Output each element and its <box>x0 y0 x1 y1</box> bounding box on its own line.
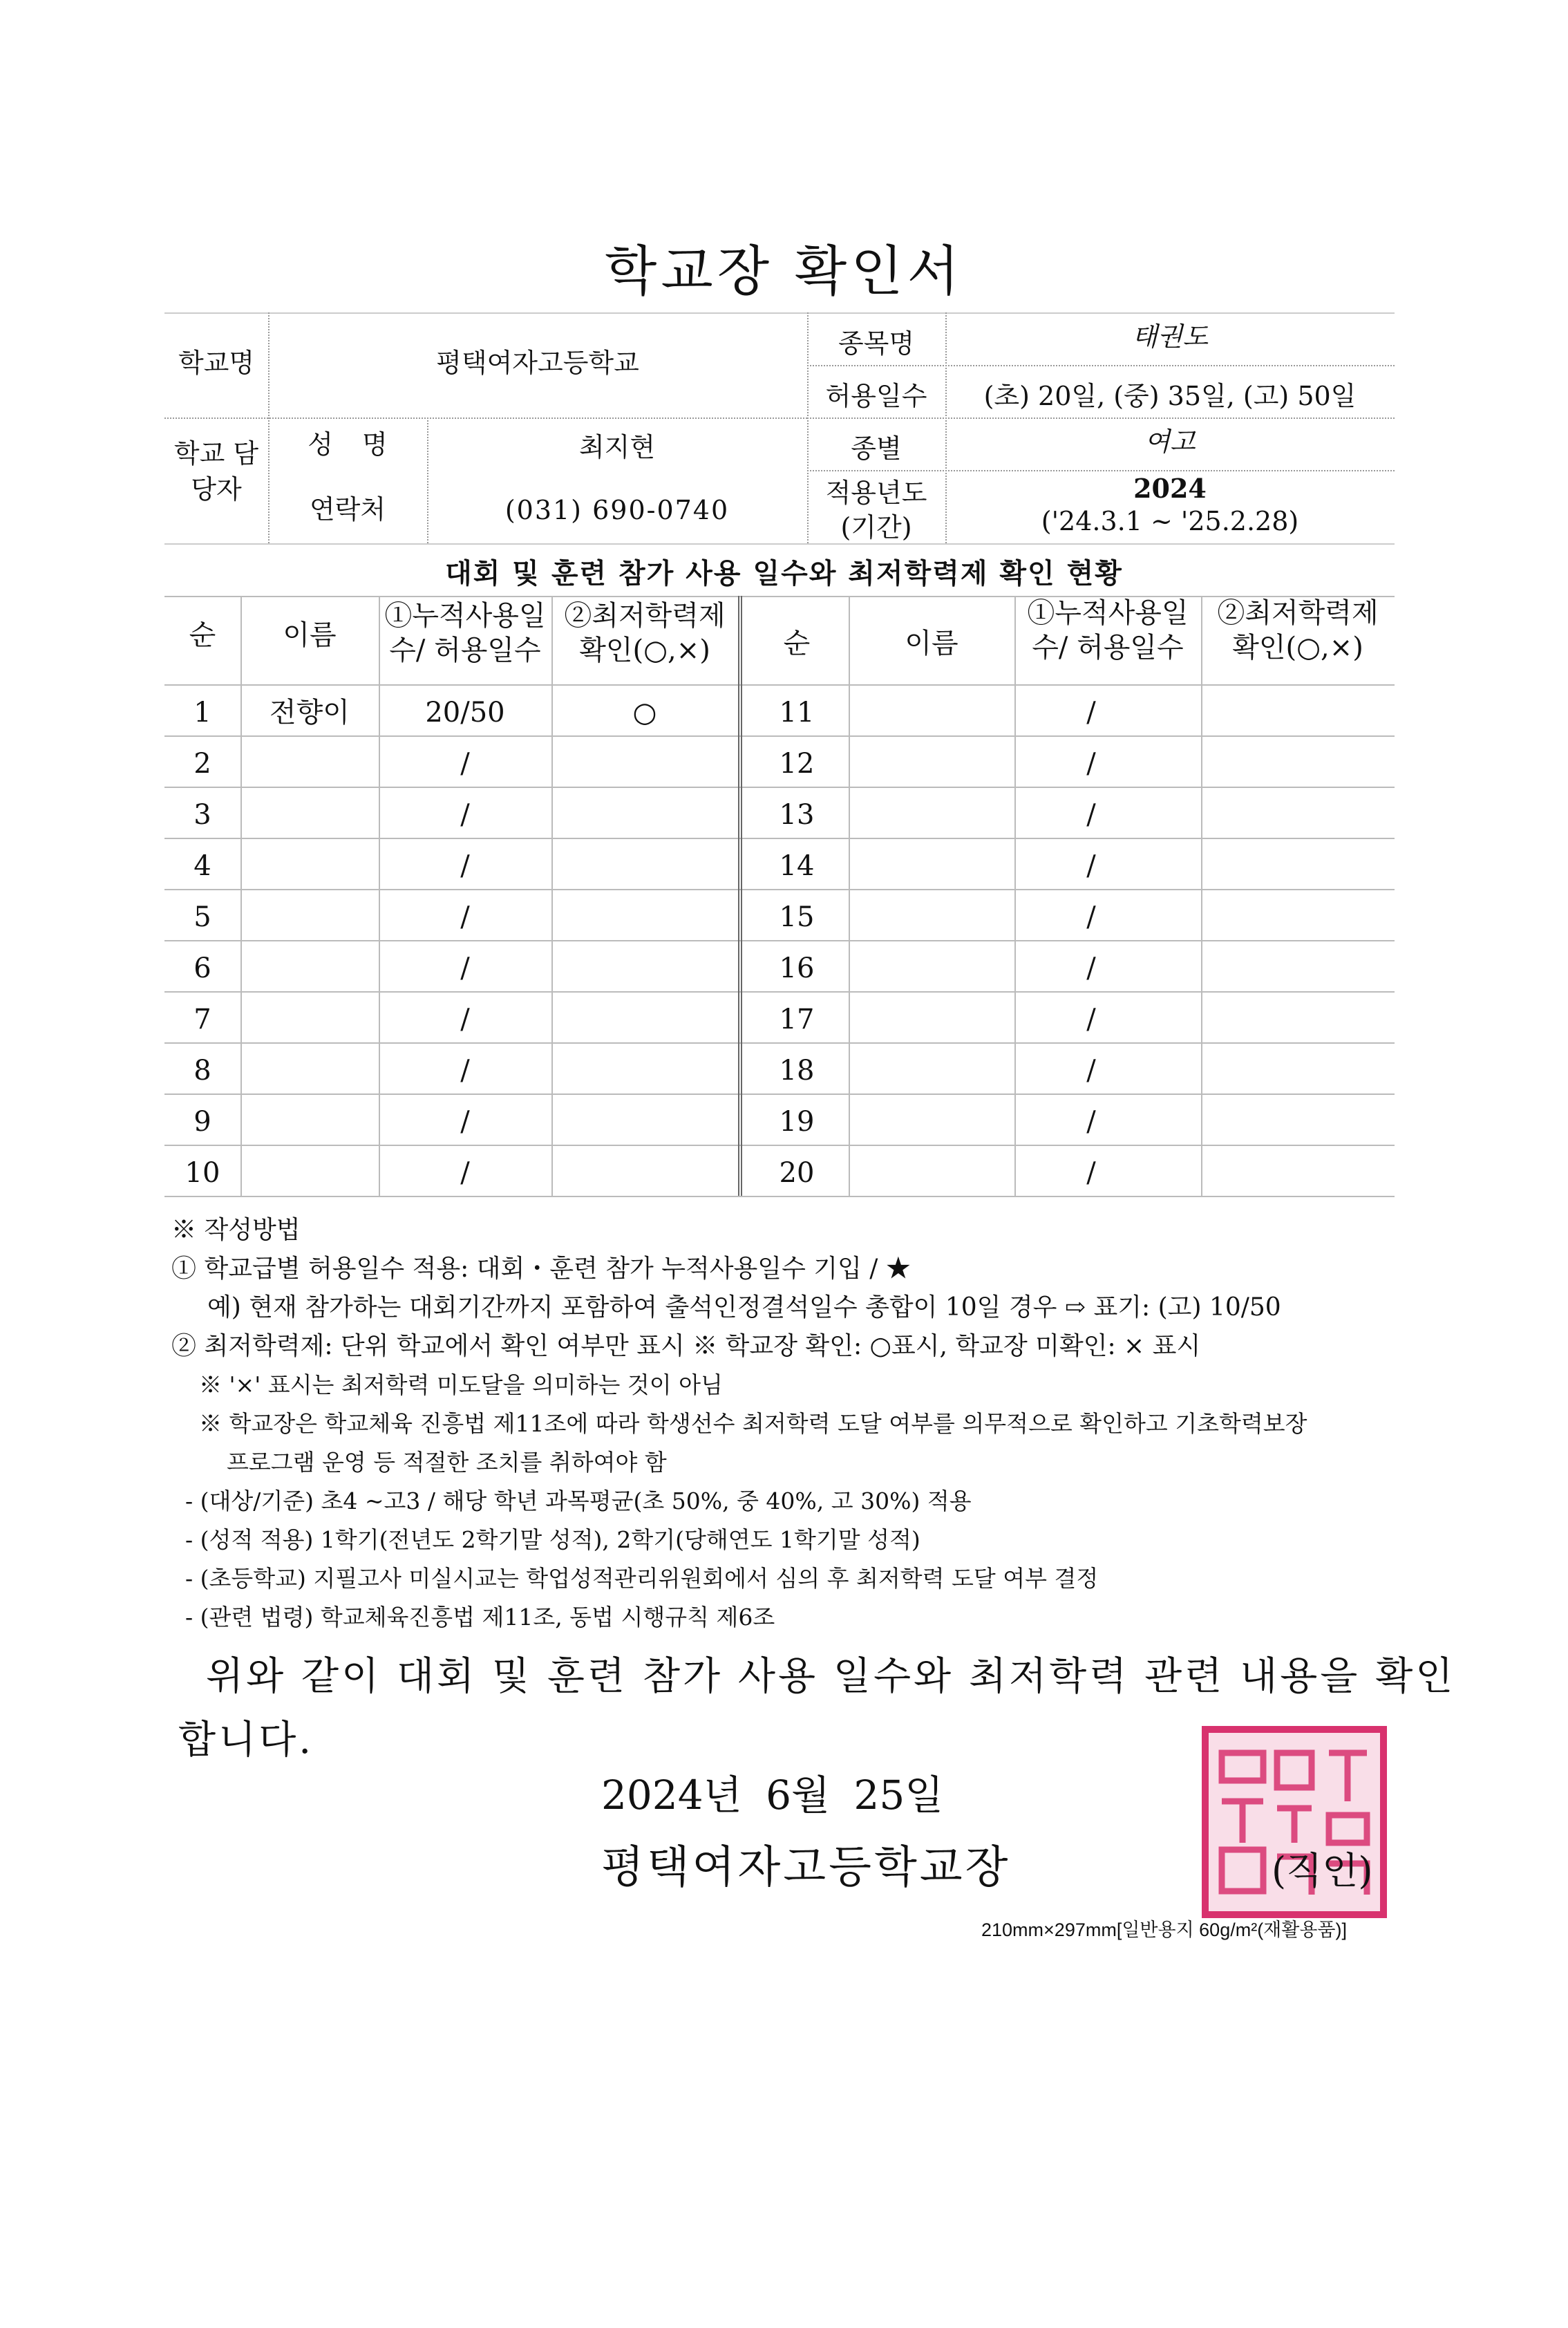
notes-line1: ① 학교급별 허용일수 적용: 대회・훈련 참가 누적사용일수 기입 / ★ <box>171 1255 911 1283</box>
cell-right-6-days: / <box>1086 952 1096 984</box>
allowed-label: 허용일수 <box>825 381 927 411</box>
info-table <box>164 312 1395 545</box>
confirmation-line2: 합니다. <box>178 1718 314 1763</box>
cell-left-7-no: 7 <box>193 1004 211 1035</box>
cell-right-2-no: 12 <box>779 748 815 780</box>
cell-left-1-check: ○ <box>632 697 657 729</box>
cell-right-9-days: / <box>1086 1106 1096 1138</box>
cell-right-1-days: / <box>1086 697 1096 729</box>
cell-right-10-days: / <box>1086 1157 1096 1189</box>
cell-left-1-no: 1 <box>193 697 211 729</box>
cell-left-2-no: 2 <box>193 748 211 780</box>
school-label: 학교명 <box>178 348 255 378</box>
cell-left-10-days: / <box>460 1157 470 1189</box>
cell-right-2-days: / <box>1086 748 1096 780</box>
type-label: 종별 <box>851 433 902 464</box>
cell-right-5-days: / <box>1086 901 1096 933</box>
header-days: ①누적사용일수/ 허용일수 <box>384 600 546 666</box>
cell-left-3-no: 3 <box>193 799 211 831</box>
notes-line3: ② 최저학력제: 단위 학교에서 확인 여부만 표시 ※ 학교장 확인: ○표시, 학교장 미확인: × 표시 <box>171 1332 1201 1360</box>
notes-line6: 프로그램 운영 등 적절한 조치를 취하여야 함 <box>227 1449 667 1476</box>
notes-line2: 예) 현재 참가하는 대회기간까지 포함하여 출석인정결석일수 총합이 10일 경우 ⇨ 표기: (고) 10/50 <box>207 1293 1281 1322</box>
notes-line8: - (성적 적용) 1학기(전년도 2학기말 성적), 2학기(당해연도 1학기말 성적) <box>185 1526 920 1553</box>
cell-left-1-name: 전향이 <box>270 697 350 729</box>
cell-left-4-no: 4 <box>193 850 211 882</box>
year-label: 적용년도 (기간) <box>825 478 927 543</box>
notes-line4: ※ '×' 표시는 최저학력 미도달을 의미하는 것이 아님 <box>199 1371 723 1398</box>
status-table <box>164 596 1395 1196</box>
name-value: 최지현 <box>578 432 656 462</box>
cell-right-5-no: 15 <box>779 901 815 933</box>
cell-right-9-no: 19 <box>779 1106 815 1138</box>
cell-right-7-no: 17 <box>779 1004 815 1035</box>
header-name: 이름 <box>283 619 337 651</box>
issue-date: 2024년 6월 25일 <box>601 1772 944 1819</box>
cell-left-9-days: / <box>460 1106 470 1138</box>
cell-left-3-days: / <box>460 799 470 831</box>
period-value: ('24.3.1 ~ '25.2.28) <box>1041 506 1299 536</box>
section-title: 대회 및 훈련 참가 사용 일수와 최저학력제 확인 현황 <box>445 557 1123 590</box>
cell-left-7-days: / <box>460 1004 470 1035</box>
header-days-2: ①누적사용일수/ 허용일수 <box>1027 597 1189 664</box>
notes-line10: - (관련 법령) 학교체육진흥법 제11조, 동법 시행규칙 제6조 <box>185 1604 775 1631</box>
school-value: 평택여자고등학교 <box>436 348 639 378</box>
cell-left-10-no: 10 <box>185 1157 220 1189</box>
cell-right-10-no: 20 <box>779 1157 815 1189</box>
cell-left-8-days: / <box>460 1055 470 1087</box>
notes-heading: ※ 작성방법 <box>171 1216 301 1244</box>
cell-right-8-days: / <box>1086 1055 1096 1087</box>
cell-right-4-no: 14 <box>779 850 815 882</box>
header-check-2: ②최저학력제 확인(○,×) <box>1217 597 1379 664</box>
seal-label: (직인) <box>1272 1849 1373 1893</box>
contact-value: (031) 690-0740 <box>504 495 730 525</box>
cell-left-2-days: / <box>460 748 470 780</box>
header-no: 순 <box>189 619 216 651</box>
cell-left-8-no: 8 <box>193 1055 211 1087</box>
cell-right-7-days: / <box>1086 1004 1096 1035</box>
year-value: 2024 <box>1133 473 1207 504</box>
sport-label: 종목명 <box>838 328 915 359</box>
cell-left-1-days: 20/50 <box>425 697 505 729</box>
header-no-2: 순 <box>783 628 811 659</box>
cell-left-9-no: 9 <box>193 1106 211 1138</box>
notes <box>171 1211 1415 1637</box>
cell-right-3-no: 13 <box>779 799 815 831</box>
name-label: 성 명 <box>308 429 388 460</box>
staff-label: 학교 담당자 <box>173 438 259 505</box>
header-check: ②최저학력제 확인(○,×) <box>564 600 726 666</box>
cell-left-4-days: / <box>460 850 470 882</box>
cell-right-8-no: 18 <box>779 1055 815 1087</box>
notes-line5: ※ 학교장은 학교체육 진흥법 제11조에 따라 학생선수 최저학력 도달 여부를 의무적으로 확인하고 기초학력보장 <box>199 1410 1307 1437</box>
allowed-value: (초) 20일, (중) 35일, (고) 50일 <box>983 381 1357 411</box>
sport-value: 태권도 <box>1131 321 1209 352</box>
cell-right-1-no: 11 <box>779 697 815 729</box>
cell-left-5-no: 5 <box>193 901 211 933</box>
cell-left-6-no: 6 <box>193 952 211 984</box>
notes-line7: - (대상/기준) 초4 ~고3 / 해당 학년 과목평균(초 50%, 중 40%, 고 30%) 적용 <box>185 1487 972 1514</box>
confirmation-line1: 위와 같이 대회 및 훈련 참가 사용 일수와 최저학력 관련 내용을 확인 <box>206 1654 1456 1699</box>
header-name-2: 이름 <box>905 628 958 659</box>
cell-left-6-days: / <box>460 952 470 984</box>
notes-line9: - (초등학교) 지필고사 미실시교는 학업성적관리위원회에서 심의 후 최저학력 도달 여부 결정 <box>185 1565 1099 1592</box>
cell-right-3-days: / <box>1086 799 1096 831</box>
cell-right-6-no: 16 <box>779 952 815 984</box>
page-title: 학교장 확인서 <box>605 241 963 303</box>
principal-name: 평택여자고등학교장 <box>601 1842 1011 1893</box>
cell-left-5-days: / <box>460 901 470 933</box>
type-value: 여고 <box>1144 426 1196 457</box>
contact-label: 연락처 <box>309 494 386 525</box>
cell-right-4-days: / <box>1086 850 1096 882</box>
paper-spec: 210mm×297mm[일반용지 60g/m²(재활용품)] <box>981 1919 1348 1940</box>
